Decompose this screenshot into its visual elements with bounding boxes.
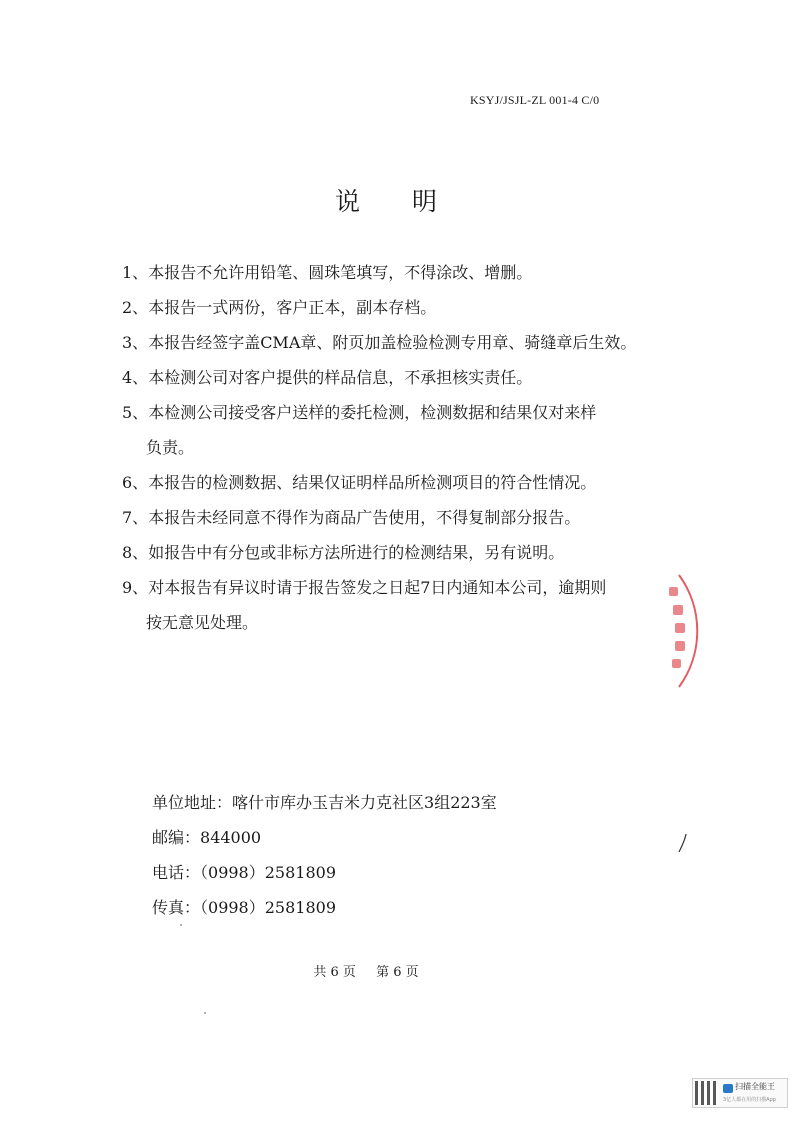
address-label: 单位地址：	[152, 793, 233, 812]
address-value: 喀什市库办玉吉米力克社区3组223室	[232, 793, 497, 812]
note-text: 本报告未经同意不得作为商品广告使用，不得复制部分报告。	[148, 508, 581, 527]
note-number: 3、	[122, 333, 149, 352]
page-footer	[0, 961, 732, 980]
page-total: 共 6 页	[313, 965, 356, 980]
note-item	[122, 500, 682, 535]
note-number: 9、	[122, 578, 149, 597]
note-number: 6、	[122, 473, 149, 492]
watermark-tagline: 3亿人都在用的扫描App	[723, 1097, 776, 1103]
note-text: 本报告经签字盖CMA章、附页加盖检验检测专用章、骑缝章后生效。	[148, 333, 637, 352]
note-item	[122, 360, 682, 395]
qr-code-icon	[695, 1081, 719, 1105]
fax-value: （0998）2581809	[200, 898, 336, 917]
address-row	[152, 785, 632, 820]
document-code: KSYJ/JSJL-ZL 001-4 C/0	[470, 93, 600, 107]
postcode-row	[152, 820, 632, 855]
contact-block	[152, 785, 632, 925]
note-text: 本报告的检测数据、结果仅证明样品所检测项目的符合性情况。	[148, 473, 597, 492]
note-item	[122, 570, 682, 640]
note-item	[122, 325, 682, 360]
note-text: 本检测公司对客户提供的样品信息，不承担核实责任。	[148, 368, 533, 387]
note-item	[122, 535, 682, 570]
page-current: 第 6 页	[376, 965, 419, 980]
cs-logo-icon	[723, 1084, 733, 1093]
note-number: 7、	[122, 508, 149, 527]
scan-speck	[204, 1012, 206, 1014]
note-item	[122, 290, 682, 325]
note-number: 2、	[122, 298, 149, 317]
note-continuation: 负责。	[146, 438, 195, 457]
note-number: 1、	[122, 263, 149, 282]
note-text: 本报告不允许用铅笔、圆珠笔填写，不得涂改、增删。	[148, 263, 533, 282]
phone-row	[152, 855, 632, 890]
pen-mark	[676, 832, 690, 854]
postcode-value: 844000	[200, 828, 262, 847]
note-text: 如报告中有分包或非标方法所进行的检测结果，另有说明。	[148, 543, 565, 562]
note-number: 8、	[122, 543, 149, 562]
watermark-app-name: 扫描全能王	[735, 1082, 775, 1091]
note-number: 4、	[122, 368, 149, 387]
postcode-label: 邮编：	[152, 828, 201, 847]
page-title: 说明	[334, 186, 489, 216]
fax-label: 传真：	[152, 898, 201, 917]
phone-label: 电话：	[152, 863, 201, 882]
note-item	[122, 465, 682, 500]
fax-row	[152, 890, 632, 925]
phone-value: （0998）2581809	[200, 863, 336, 882]
note-number: 5、	[122, 403, 149, 422]
scanner-watermark	[692, 1078, 788, 1108]
notes-list	[122, 255, 682, 640]
note-text: 对本报告有异议时请于报告签发之日起7日内通知本公司，逾期则	[148, 578, 607, 597]
note-text: 本检测公司接受客户送样的委托检测，检测数据和结果仅对来样	[148, 403, 597, 422]
note-text: 本报告一式两份，客户正本，副本存档。	[148, 298, 437, 317]
note-item	[122, 395, 682, 465]
seal-stamp-fragment	[655, 565, 715, 695]
note-item	[122, 255, 682, 290]
note-continuation: 按无意见处理。	[146, 613, 259, 632]
